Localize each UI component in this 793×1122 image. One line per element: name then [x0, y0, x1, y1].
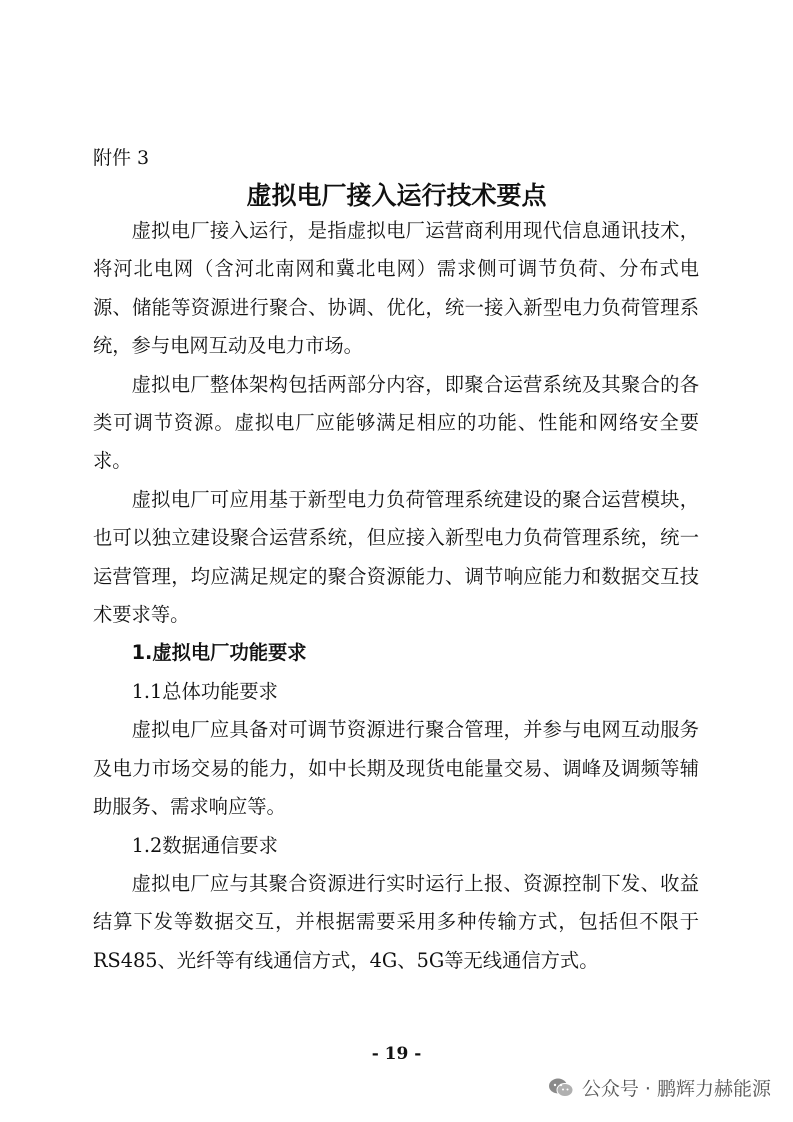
- page-number: - 19 -: [371, 1044, 422, 1064]
- subsection-heading-1-1: 1.1总体功能要求: [131, 679, 278, 703]
- paragraph-intro: 虚拟电厂接入运行，是指虚拟电厂运营商利用现代信息通讯技术，将河北电网（含河北南网和冀北电网）需求侧可调节负荷、分布式电源、储能等资源进行聚合、协调、优化，统一接入新型电力负荷管理系统，参与电网互动及电力市场。: [93, 219, 699, 358]
- paragraph-architecture: 虚拟电厂整体架构包括两部分内容，即聚合运营系统及其聚合的各类可调节资源。虚拟电厂应能够满足相应的功能、性能和网络安全要求。: [93, 372, 699, 473]
- paragraph-communication: 虚拟电厂应与其聚合资源进行实时运行上报、资源控制下发、收益结算下发等数据交互，并根据需要采用多种传输方式，包括但不限于RS485、光纤等有线通信方式，4G、5G等无线通信方式。: [93, 871, 699, 972]
- paragraph-module: 虚拟电厂可应用基于新型电力负荷管理系统建设的聚合运营模块，也可以独立建设聚合运营系统，但应接入新型电力负荷管理系统，统一运营管理，均应满足规定的聚合资源能力、调节响应能力和数据交互技术要求等。: [93, 487, 699, 627]
- watermark-text: 公众号 · 鹏辉力赫能源: [581, 1078, 771, 1100]
- subsection-heading-1-2: 1.2数据通信要求: [131, 833, 278, 857]
- document-title: 虚拟电厂接入运行技术要点: [246, 181, 547, 210]
- attachment-label: 附件 3: [93, 147, 150, 169]
- watermark: [548, 1074, 771, 1101]
- paragraph-function: 虚拟电厂应具备对可调节资源进行聚合管理，并参与电网互动服务及电力市场交易的能力，如中长期及现货电能量交易、调峰及调频等辅助服务、需求响应等。: [93, 718, 699, 819]
- section-heading-1: 1.虚拟电厂功能要求: [131, 641, 307, 665]
- document-body: [93, 212, 699, 980]
- wechat-icon: [548, 1077, 574, 1099]
